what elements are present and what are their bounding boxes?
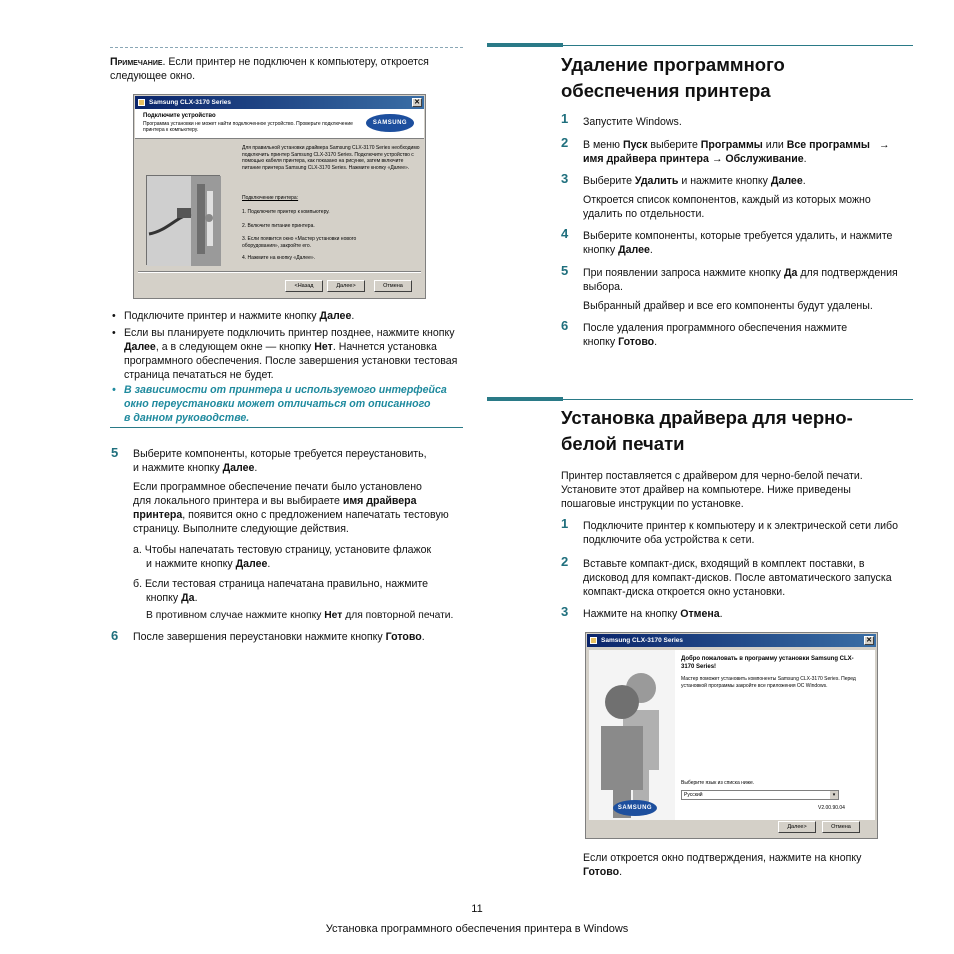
next-button[interactable]: Далее> [778,821,816,833]
dialog-footer-rule [138,271,421,273]
uninstall-step-1: Запустите Windows. [583,116,682,128]
note-paragraph [110,55,466,83]
dialog-title: Samsung CLX-3170 Series [601,637,684,644]
people-illustration [589,650,675,820]
section-rule [487,45,913,46]
dialog-step-1: 1. Подключите принтер к компьютеру. [242,209,330,215]
welcome-text: Мастер поможет установить компоненты Samsung CLX-3170 Series. Перед установкой программы закройте все приложения ОС Windows. [681,676,856,689]
dialog-body-intro: Для правильной установки драйвера Samsung CLX-3170 Series необходимо подключить принтер Samsung CLX-3170 Series. Подключите устройство с помощью кабеля принтера, как показано на рисунке, затем включите питание принтера Samsung CLX-3170 Series. Нажмите кнопку «Далее». [242,145,420,171]
note-label: Примечание [110,56,163,68]
uninstall-step-5: При появлении запроса нажмите кнопку Да для подтверждения выбора. [583,267,898,293]
dialog-header-text: Программа установки не может найти подключенное устройство. Проверьте подключение принтера к компьютеру. [143,121,353,133]
step-5-otherwise: В противном случае нажмите кнопку Нет для повторной печати. [146,610,454,621]
step-number: 6 [111,628,119,643]
bullet-connect-later [112,326,464,382]
dialog-title: Samsung CLX-3170 Series [149,99,232,106]
step-number: 5 [111,445,119,460]
close-icon[interactable]: ✕ [412,98,422,107]
uninstall-step-2: В меню Пуск выберите Программы или Все программы → имя драйвера принтера → Обслуживание. [583,139,890,165]
step-number: 3 [561,171,569,186]
dialog-titlebar [587,634,876,647]
dialog-step-3: 3. Если появится окно «Мастер установки нового оборудования», закройте его. [242,236,357,249]
step-number: 4 [561,226,569,241]
back-button[interactable]: <Назад [285,280,323,292]
step-number: 1 [561,516,569,531]
next-button[interactable]: Далее> [327,280,365,292]
step-number: 5 [561,263,569,278]
bullet-dot: • [112,327,116,339]
step-6-text: После завершения переустановки нажмите кнопку Готово. [133,631,425,643]
cancel-button[interactable]: Отмена [374,280,412,292]
step-5-details: Если программное обеспечение печати было установлено для локального принтера и вы выбираете имя драйвера принтера, появится окно с предложением напечатать тестовую страницу. Выполните следующие действия. [133,481,449,535]
welcome-dialog [585,632,878,839]
step-5-text: Выберите компоненты, которые требуется переустановить, и нажмите кнопку Далее. [133,448,427,474]
dialog-step-2: 2. Включите питание принтера. [242,223,315,229]
step-number: 6 [561,318,569,333]
section-title-mono-driver: Установка драйвера для черно- белой печати [561,407,853,454]
uninstall-step-5-details: Выбранный драйвер и все его компоненты будут удалены. [583,300,873,312]
connect-device-dialog [133,94,426,299]
bullet-text: Подключите принтер и нажмите кнопку Далее. [124,310,355,322]
printer-cable-image [147,176,221,266]
mono-step-3: Нажмите на кнопку Отмена. [583,608,723,620]
uninstall-step-3: Выберите Удалить и нажмите кнопку Далее. [583,175,806,187]
mono-step-2: Вставьте компакт-диск, входящий в комплект поставки, в дисковод для компакт-дисков. После автоматического запуска компакт-диска откроется окно установки. [583,558,892,598]
language-value: Русский [684,792,703,798]
chevron-down-icon[interactable]: ▾ [830,791,838,799]
dialog-steps-title: Подключение принтера: [242,195,299,201]
top-left-rule [110,47,463,48]
bullet-dot: • [112,384,116,396]
dialog-titlebar [135,96,424,109]
app-icon [590,637,597,644]
app-icon [138,99,145,106]
samsung-logo: SAMSUNG [613,800,657,816]
cancel-button[interactable]: Отмена [822,821,860,833]
dialog-header-title: Подключите устройство [143,113,216,119]
connection-illustration [146,175,220,265]
section-title-uninstall: Удаление программного обеспечения принтера [561,54,785,101]
language-select[interactable] [681,790,839,800]
step-number: 3 [561,604,569,619]
dialog-header [135,109,424,139]
welcome-heading: Добро пожаловать в программу установки Samsung CLX-3170 Series! [681,656,854,670]
after-dialog-text: Если откроется окно подтверждения, нажмите на кнопку Готово. [583,852,862,878]
mono-step-1: Подключите принтер к компьютеру и к электрической сети либо подключите оба устройства к сети. [583,520,898,546]
close-icon[interactable]: ✕ [864,636,874,645]
step-number: 1 [561,111,569,126]
uninstall-step-3-details: Откроется список компонентов, каждый из которых можно удалить по отдельности. [583,194,871,220]
samsung-logo: SAMSUNG [366,114,414,132]
version-label: V2.00.90.04 [818,805,845,811]
bullet-text: В зависимости от принтера и используемого интерфейса окно переустановки может отличаться от описанного в данном руководстве. [124,384,447,424]
step-number: 2 [561,554,569,569]
footer-title: Установка программного обеспечения принтера в Windows [325,923,629,935]
dialog-step-4: 4. Нажмите на кнопку «Далее». [242,255,316,261]
left-section-rule [110,427,463,428]
section-rule [487,399,913,400]
uninstall-step-6: После удаления программного обеспечения нажмите кнопку Готово. [583,322,848,348]
step-5-option-a: а. Чтобы напечатать тестовую страницу, установите флажок и нажмите кнопку Далее. [133,544,432,570]
note-text: . Если принтер не подключен к компьютеру, откроется следующее окно. [110,56,429,82]
page-number: 11 [471,903,483,915]
bullet-text: Если вы планируете подключить принтер позднее, нажмите кнопку Далее, а в следующем окне — кнопку Нет. Начнется установка программного обеспечения. После завершения установки тестовая страница печататься не будет. [124,327,458,381]
bullet-dot: • [112,310,116,322]
welcome-side-panel [589,650,675,820]
bullet-note-interface [112,383,464,425]
step-number: 2 [561,135,569,150]
mono-driver-intro: Принтер поставляется с драйвером для черно-белой печати. Установите этот драйвер на компьютере. Ниже приведены пошаговые инструкции по установке. [561,470,863,510]
welcome-content-panel [675,650,875,820]
language-label: Выберите язык из списка ниже. [681,780,755,786]
step-5-option-b: б. Если тестовая страница напечатана правильно, нажмите кнопку Да. [133,578,429,604]
uninstall-step-4: Выберите компоненты, которые требуется удалить, и нажмите кнопку Далее. [583,230,893,256]
